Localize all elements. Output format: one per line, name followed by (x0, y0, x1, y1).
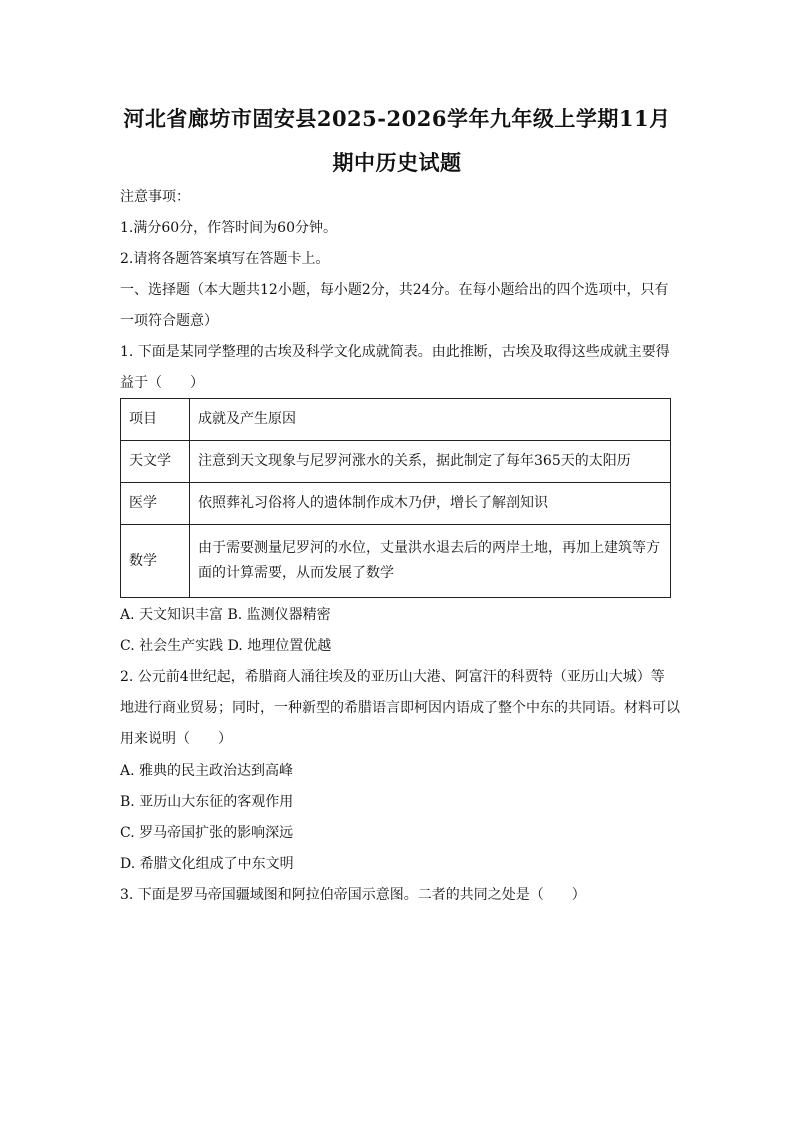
question-1-stem-line2: 益于（ ） (120, 375, 204, 391)
table-cell-text-line2: 面的计算需要，从而发展了数学 (198, 565, 394, 581)
page-title-line1: 河北省廊坊市固安县2025-2026学年九年级上学期11月 (123, 106, 671, 131)
notes-heading: 注意事项： (120, 189, 190, 205)
table-header-cell: 项目 (121, 399, 190, 441)
page-title-line2: 期中历史试题 (332, 150, 462, 175)
section-heading-line2: 一项符合题意） (120, 313, 218, 329)
table-row (121, 441, 671, 483)
achievements-table (120, 398, 671, 598)
question-3-stem-line1: 3. 下面是罗马帝国疆域图和阿拉伯帝国示意图。二者的共同之处是（ ） (120, 887, 586, 903)
question-1-options-line1: A. 天文知识丰富 B. 监测仪器精密 (120, 607, 331, 623)
table-header-cell: 成就及产生原因 (190, 399, 671, 441)
table-row (121, 525, 671, 598)
table-cell-item: 天文学 (121, 441, 190, 483)
section-heading-line1: 一、选择题（本大题共12小题，每小题2分，共24分。在每小题给出的四个选项中，只有 (120, 282, 669, 298)
note-item-1: 1.满分60分，作答时间为60分钟。 (120, 220, 337, 236)
question-2-stem-line3: 用来说明（ ） (120, 731, 232, 747)
question-2-option-d: D. 希腊文化组成了中东文明 (120, 856, 294, 872)
table-cell-text: 依照葬礼习俗将人的遗体制作成木乃伊，增长了解剖知识 (190, 483, 671, 525)
table-cell-text-multiline (190, 525, 671, 598)
question-1-stem-line1: 1. 下面是某同学整理的古埃及科学文化成就简表。由此推断，古埃及取得这些成就主要得 (120, 344, 670, 360)
question-1-options-line2: C. 社会生产实践 D. 地理位置优越 (120, 638, 332, 654)
question-2-option-b: B. 亚历山大东征的客观作用 (120, 794, 294, 810)
question-2-option-a: A. 雅典的民主政治达到高峰 (120, 763, 294, 779)
table-row (121, 483, 671, 525)
table-cell-item: 数学 (121, 525, 190, 598)
question-2-stem-line1: 2. 公元前4世纪起，希腊商人涌往埃及的亚历山大港、阿富汗的科贾特（亚历山大城）等 (120, 669, 665, 685)
question-2-stem-line2: 地进行商业贸易；同时，一种新型的希腊语言即柯因内语成了整个中东的共同语。材料可以 (120, 700, 680, 716)
table-cell-text: 注意到天文现象与尼罗河涨水的关系，据此制定了每年365天的太阳历 (190, 441, 671, 483)
table-cell-item: 医学 (121, 483, 190, 525)
note-item-2: 2.请将各题答案填写在答题卡上。 (120, 251, 330, 267)
table-header-row (121, 399, 671, 441)
table-cell-text-line1: 由于需要测量尼罗河的水位，丈量洪水退去后的两岸土地，再加上建筑等方 (198, 540, 660, 556)
question-2-option-c: C. 罗马帝国扩张的影响深远 (120, 825, 294, 841)
